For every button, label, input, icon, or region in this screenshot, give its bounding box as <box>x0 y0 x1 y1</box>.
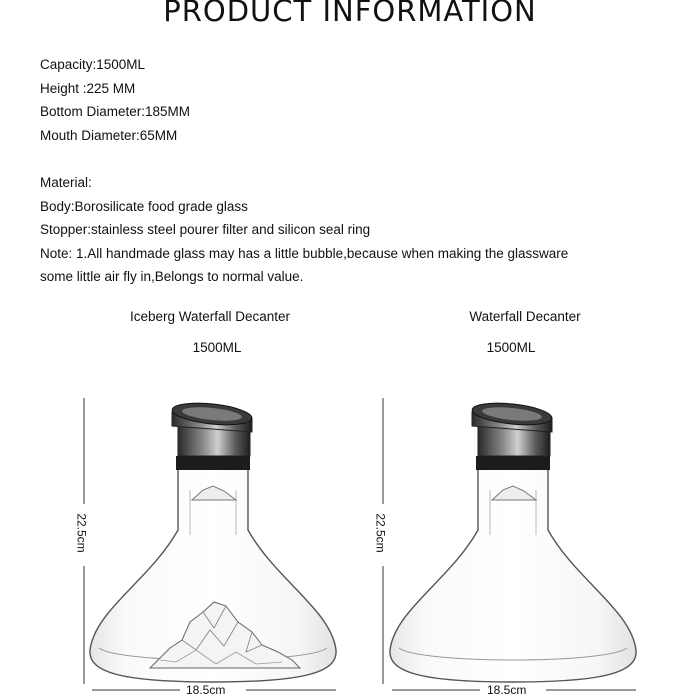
product-capacity-iceberg: 1500ML <box>192 340 242 355</box>
material-stopper: Stopper:stainless steel pourer filter and silicon seal ring <box>40 222 371 237</box>
spec-bottom-diameter: Bottom Diameter:185MM <box>40 104 191 119</box>
material-body: Body:Borosilicate food grade glass <box>40 198 248 214</box>
spec-height: Height :225 MM <box>40 80 136 96</box>
page-title: PRODUCT INFORMATION <box>163 0 537 28</box>
material-note-continued: some little air fly in,Belongs to normal value. <box>40 269 304 284</box>
material-note: Note: 1.All handmade glass may has a little bubble,because when making the glassware <box>40 245 569 261</box>
waterfall-decanter-image <box>390 400 636 682</box>
iceberg-decanter-image <box>90 400 336 682</box>
diameter-label-iceberg: 18.5cm <box>186 683 226 697</box>
product-name-iceberg: Iceberg Waterfall Decanter <box>129 309 291 324</box>
height-label-iceberg: 22.5cm <box>74 513 89 553</box>
height-label-waterfall: 22.5cm <box>373 513 388 553</box>
spec-mouth-diameter: Mouth Diameter:65MM <box>40 127 178 143</box>
product-name-waterfall: Waterfall Decanter <box>469 309 581 324</box>
product-capacity-waterfall: 1500ML <box>486 340 536 355</box>
material-heading: Material: <box>40 175 92 190</box>
diameter-label-waterfall: 18.5cm <box>487 683 527 697</box>
spec-capacity: Capacity:1500ML <box>40 57 146 72</box>
